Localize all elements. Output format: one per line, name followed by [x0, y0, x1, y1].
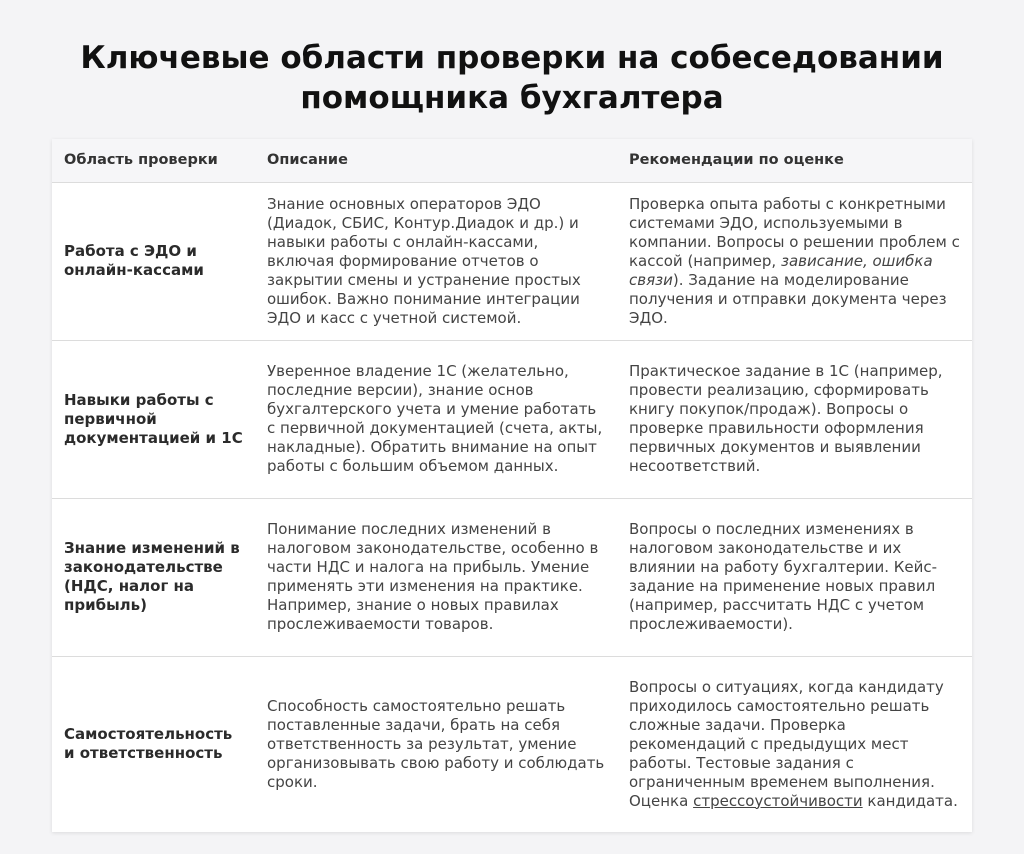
- row-recommendation-cell: [617, 656, 972, 832]
- row-description-cell: Понимание последних изменений в налоговом законодательстве, особенно в части НДС и налога на прибыль. Умение применять эти изменения на практике. Например, знание о новых правилах прослеживаемости товаров.: [255, 498, 617, 656]
- row-recommendation-cell: Вопросы о последних изменениях в налоговом законодательстве и их влиянии на работу бухгалтерии. Кейс-задание на применение новых правил (например, рассчитать НДС с учетом прослеживаемости).: [617, 498, 972, 656]
- table-row: [52, 656, 972, 832]
- header-recommendations: Рекомендации по оценке: [629, 152, 844, 169]
- recommendation-text: Проверка опыта работы с конкретными системами ЭДО, используемыми в компании. Вопросы о решении проблем с кассой (например,: [629, 194, 960, 270]
- row-description-cell: Знание основных операторов ЭДО (Диадок, СБИС, Контур.Диадок и др.) и навыки работы с онлайн-кассами, включая формирование отчетов о закрытии смены и устранение простых ошибок. Важно понимание интеграции ЭДО и касс с учетной системой.: [255, 182, 617, 340]
- recommendation-text: Вопросы о ситуациях, когда кандидату приходилось самостоятельно решать сложные задачи. Проверка рекомендаций с предыдущих мест работы. Тестовые задания с ограниченным временем выполнения. Оценка: [629, 677, 944, 810]
- row-recommendation-cell: [617, 182, 972, 340]
- row-area-cell: Навыки работы с первичной документацией и 1С: [52, 340, 255, 498]
- row-description-cell: Способность самостоятельно решать поставленные задачи, брать на себя ответственность за результат, умение организовывать свою работу и соблюдать сроки.: [255, 656, 617, 832]
- row-area-cell: Знание изменений в законодательстве (НДС, налог на прибыль): [52, 498, 255, 656]
- row-area-cell: Самостоятельность и ответственность: [52, 656, 255, 832]
- table-header-row: [52, 139, 972, 182]
- header-area: Область проверки: [64, 152, 218, 169]
- table-body: [52, 182, 972, 832]
- row-recommendation-cell: Практическое задание в 1С (например, провести реализацию, сформировать книгу покупок/продаж). Вопросы о проверке правильности оформления первичных документов и выявлении несоответствий.: [617, 340, 972, 498]
- page-title: [0, 38, 1024, 118]
- recommendation-emphasis: зависание, ошибка связи: [629, 251, 933, 289]
- table-row: [52, 340, 972, 498]
- header-description: Описание: [267, 152, 348, 169]
- table-row: [52, 182, 972, 340]
- evaluation-table-card: [52, 139, 972, 832]
- page-title-line-1: Ключевые области проверки на собеседовании: [80, 40, 944, 76]
- evaluation-table: [52, 139, 972, 832]
- table-row: [52, 498, 972, 656]
- recommendation-underlined: стрессоустойчивости: [693, 791, 863, 810]
- table-header: [52, 139, 972, 182]
- recommendation-text-end: кандидата.: [862, 791, 958, 810]
- recommendation-text-end: ). Задание на моделирование получения и отправки документа через ЭДО.: [629, 270, 947, 327]
- row-description-cell: Уверенное владение 1С (желательно, последние версии), знание основ бухгалтерского учета и умение работать с первичной документацией (счета, акты, накладные). Обратить внимание на опыт работы с большим объемом данных.: [255, 340, 617, 498]
- page-title-line-2: помощника бухгалтера: [300, 80, 724, 116]
- row-area-cell: Работа с ЭДО и онлайн-кассами: [52, 182, 255, 340]
